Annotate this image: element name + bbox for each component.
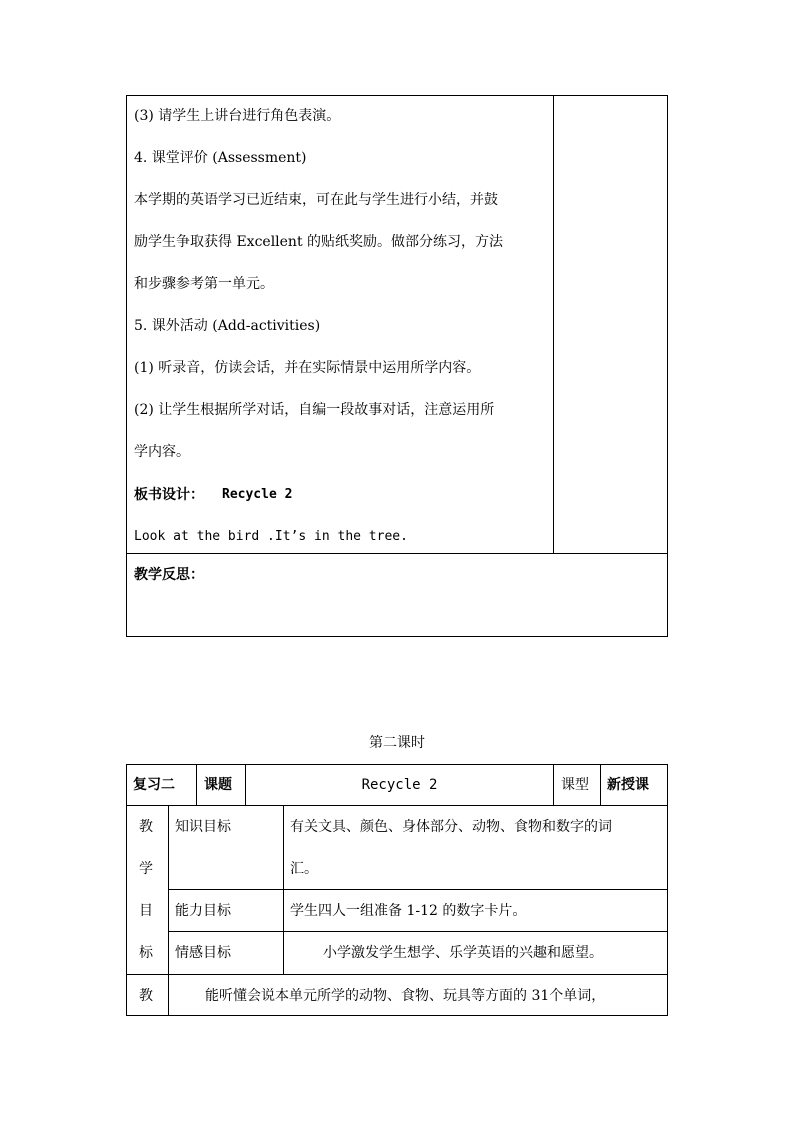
notes-column-divider — [553, 95, 554, 554]
text-line-1: (3) 请学生上讲台进行角色表演。 — [134, 108, 341, 124]
row-divider-header — [126, 805, 668, 806]
side-label-char-4: 标 — [139, 945, 153, 961]
second-lesson-heading: 第二课时 — [369, 735, 425, 751]
second-lesson-table — [126, 764, 668, 1016]
last-row-text: 能听懂会说本单元所学的动物、食物、玩具等方面的 31个单词， — [205, 988, 606, 1004]
knowledge-goal-text-2: 汇。 — [290, 861, 318, 877]
row-divider-knowledge — [168, 889, 668, 890]
board-design-title: Recycle 2 — [222, 487, 293, 502]
last-row-side-char: 教 — [139, 988, 153, 1004]
type-label: 课型 — [561, 777, 589, 793]
topic-value: Recycle 2 — [361, 777, 438, 793]
goal-label-divider — [283, 805, 284, 974]
side-label-char-3: 目 — [139, 903, 153, 919]
text-line-3: 本学期的英语学习已近结束，可在此与学生进行小结，并鼓 — [134, 192, 498, 208]
header-divider-3 — [553, 764, 554, 805]
board-design-label: 板书设计： — [134, 487, 204, 503]
ability-goal-text: 学生四人一组准备 1-12 的数字卡片。 — [290, 903, 527, 919]
board-sentence: Look at the bird .It’s in the tree. — [134, 529, 408, 544]
text-line-4: 励学生争取获得 Excellent 的贴纸奖励。做部分练习，方法 — [134, 234, 504, 250]
row-divider-ability — [168, 931, 668, 932]
text-line-2: 4. 课堂评价 (Assessment) — [134, 150, 307, 166]
review-cell: 复习二 — [133, 777, 175, 793]
reflection-label: 教学反思： — [134, 567, 204, 583]
header-divider-1 — [196, 764, 197, 805]
knowledge-goal-text-1: 有关文具、颜色、身体部分、动物、食物和数字的词 — [290, 819, 612, 835]
side-label-char-1: 教 — [139, 819, 153, 835]
topic-label: 课题 — [204, 777, 232, 793]
text-line-8: (2) 让学生根据所学对话，自编一段故事对话，注意运用所 — [134, 402, 495, 418]
reflection-divider — [126, 553, 668, 554]
type-value: 新授课 — [607, 777, 649, 793]
text-line-9: 学内容。 — [134, 444, 190, 460]
emotion-goal-text: 小学激发学生想学、乐学英语的兴趣和愿望。 — [323, 945, 603, 961]
knowledge-goal-label: 知识目标 — [175, 819, 231, 835]
text-line-6: 5. 课外活动 (Add-activities) — [134, 318, 321, 334]
side-label-char-2: 学 — [139, 861, 153, 877]
side-label-divider — [168, 805, 169, 1016]
ability-goal-label: 能力目标 — [175, 903, 231, 919]
header-divider-4 — [600, 764, 601, 805]
emotion-goal-label: 情感目标 — [175, 945, 231, 961]
text-line-7: (1) 听录音，仿读会话，并在实际情景中运用所学内容。 — [134, 360, 481, 376]
row-divider-goals — [126, 974, 668, 975]
text-line-5: 和步骤参考第一单元。 — [134, 276, 274, 292]
